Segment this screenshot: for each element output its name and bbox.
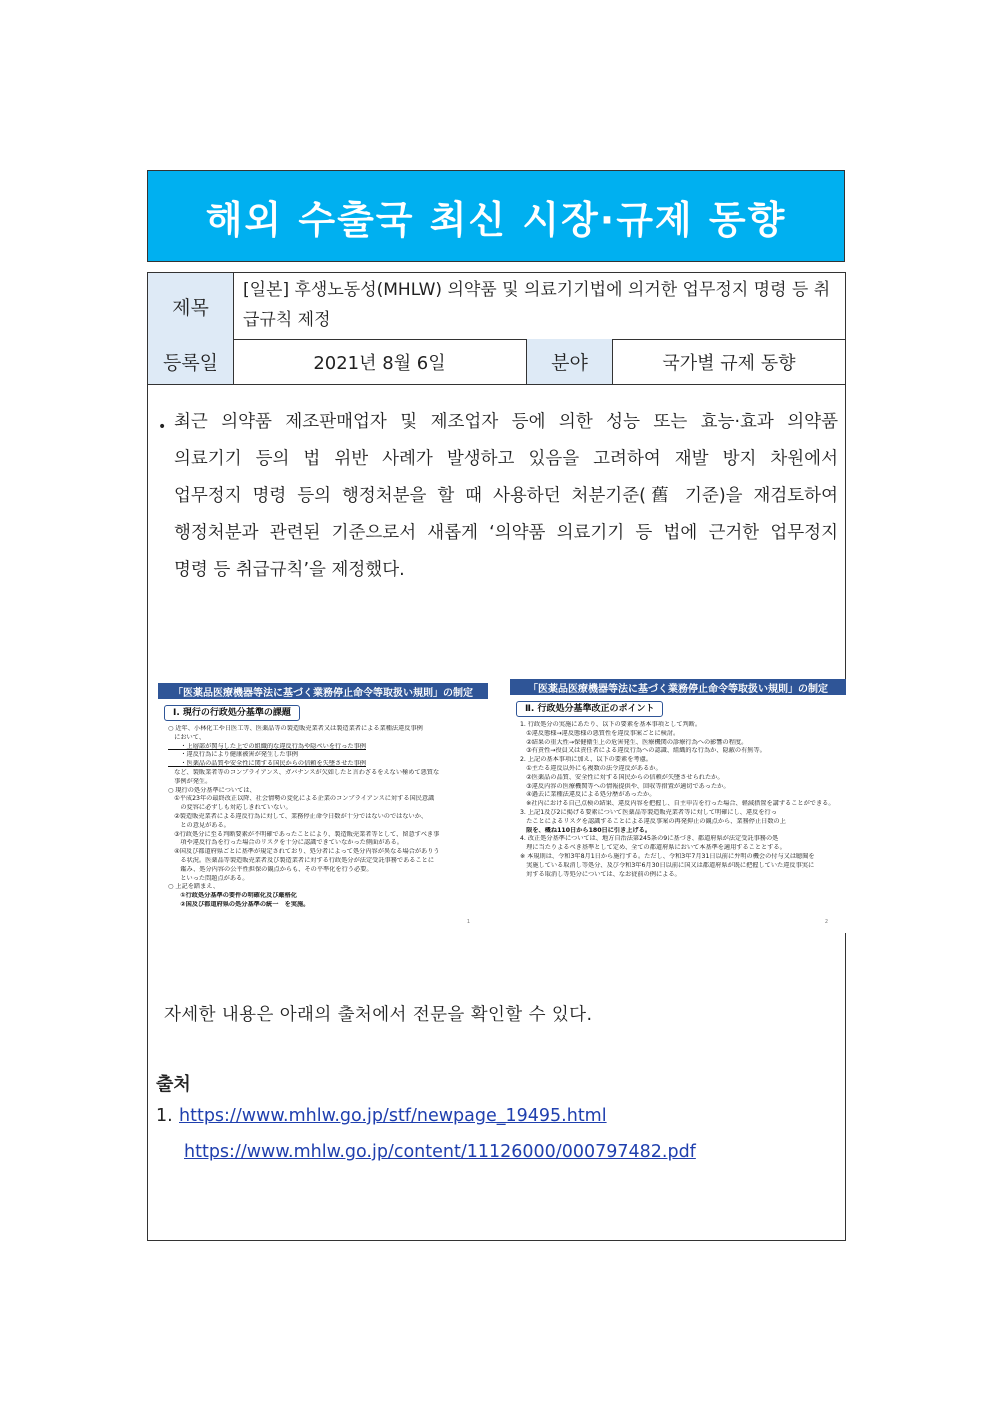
- bullet-mark: •: [158, 419, 167, 435]
- title-label: 제목: [148, 273, 234, 339]
- source-link-2[interactable]: https://www.mhlw.go.jp/content/11126000/000797482.pdf: [184, 1142, 696, 1162]
- slide-line: ②製造販売業者による違反行為に対して、業務停止命令日数が十分ではないのではないか、: [168, 812, 428, 820]
- slide-line: との意見がある。: [168, 821, 230, 829]
- meta-row: [148, 339, 845, 385]
- body-line: 의료기기 등의 법 위반 사례가 발생하고 있음을 고려하여 재발 방지 차원에서: [174, 449, 838, 469]
- slide-body: [520, 721, 838, 879]
- slide-line: ④国及び都道府県ごとに基準が規定されており、処分者によって処分内容が異なる場合がありう: [168, 848, 440, 856]
- date-label: 등록일: [148, 339, 234, 384]
- slide-line: 4. 改正処分基準については、地方自治法第245条の9に基づき、都道府県が法定受託事務の処: [520, 835, 779, 843]
- title-row: [148, 273, 845, 340]
- slide-line: 実施している取消し等処分、及び令和3年6月30日以前に国又は都道府県が既に把握していた違反事実に: [520, 861, 815, 869]
- slide-line: 対する取消し等処分については、なお従前の例による。: [520, 870, 681, 878]
- body-line: 명령 등 취급규칙’을 제정했다.: [174, 560, 405, 580]
- slide-line: ①違反態様→違反態様の悪質性を違反事案ごとに検討。: [520, 729, 680, 737]
- banner-title: 해외 수출국 최신 시장·규제 동향: [205, 197, 787, 242]
- body-line: 행정처분과 관련된 기준으로서 새롭게 ‘의약품 의료기기 등 법에 근거한 업무정지: [174, 523, 838, 543]
- slide-line: 項や違反行為を行った場合のリスクを十分に認識できていなかった側面がある。: [168, 839, 403, 847]
- slide-line: ○ 現行の処分基準については、: [168, 786, 256, 794]
- article-title: [일본] 후생노동성(MHLW) 의약품 및 의료기기법에 의거한 업무정지 명령 등 취급규칙 제정: [243, 280, 831, 330]
- slide-image-1: [158, 683, 488, 933]
- slide-header: 「医薬品医療機器等法に基づく業務停止命令等取扱い規則」の制定: [158, 683, 488, 699]
- date-value: 2021년 8월 6일: [313, 352, 446, 374]
- slide-line: ①行政処分基準の要件の明確化及び厳格化: [168, 892, 297, 900]
- page-banner: [147, 170, 845, 262]
- sources-heading: 출처: [156, 1074, 191, 1095]
- slide-line: る状況。医薬品等製造販売業者及び製造業者に対する行政処分が法定受託事務であることに: [168, 856, 435, 864]
- slide-line: 理に当たりよるべき基準として定め、全ての都道府県において本基準を適用することとする。: [520, 844, 786, 852]
- body-line: 업무정지 명령 등의 행정처분을 할 때 사용하던 처분기준(舊 기준)을 재검토하여: [174, 486, 838, 506]
- slide-image-2: [510, 679, 846, 933]
- slide-body: [168, 725, 480, 910]
- article-frame: [147, 272, 846, 1241]
- field-label: 분야: [527, 339, 613, 384]
- slide-line: 1. 行政処分の実施にあたり、以下の要素を基本事項として判断。: [520, 721, 702, 728]
- slide-line: といった問題点がある。: [168, 874, 249, 882]
- slide-page-number: 2: [824, 919, 828, 925]
- slide-line: ・上層部が関与した上での組織的な違反行為や隠ぺいを行った事例: [168, 742, 366, 750]
- slide-line: ②結果の重大性→保健衛生上の危害発生、医療機関の診療行為への影響の程度。: [520, 738, 748, 746]
- source-link-1[interactable]: https://www.mhlw.go.jp/stf/newpage_19495.html: [179, 1106, 607, 1126]
- slide-line: ③行政処分に至る判断要素が不明確であったことにより、製造販売業者等として、留意すべき事: [168, 830, 440, 838]
- slide-line: の変容に必ずしも対応しきれていない。: [168, 804, 292, 812]
- slide-line: ○ 上記を踏まえ、: [168, 883, 220, 891]
- slide-line: ②国及び都道府県の処分基準の統一 を実施。: [168, 900, 310, 908]
- slide-line: 2. 上記の基本事項に加え、以下の要素を考慮。: [520, 756, 652, 764]
- slide-header: 「医薬品医療機器等法に基づく業務停止命令等取扱い規則」の制定: [510, 679, 846, 695]
- slide-subheader: Ⅰ. 現行の行政処分基準の課題: [164, 705, 300, 721]
- slide-line: ○ 近年、小林化工や日医工等、医薬品等の製造販売業者又は製造業者による業種法違反事例: [168, 725, 423, 732]
- slide-line: ②医薬品の品質、安全性に対する国民からの信頼が失墜させられたか。: [520, 773, 724, 781]
- slide-page-number: 1: [466, 919, 470, 925]
- slide-line: ※ 本規則は、令和3年8月1日から施行する。ただし、令和3年7月31日以前に弁明の機会の付与又は聴聞を: [520, 852, 815, 860]
- body-line: 최근 의약품 제조판매업자 및 제조업자 등에 의한 성능 또는 효능·효과 의약품: [174, 412, 838, 432]
- slide-line: など、製販業者等のコンプライアンス、ガバナンスが欠如したと言わざるをえない極めて悪質な: [168, 768, 440, 776]
- slide-line: において、: [168, 733, 206, 741]
- slide-line: 3. 上記1及び2に掲げる要素について医薬品等製造販売業者等に対して明確にし、違反を行っ: [520, 808, 777, 816]
- slide-line: ④過去に業種法違反による処分歴があったか。: [520, 791, 656, 799]
- closing-text: 자세한 내용은 아래의 출처에서 전문을 확인할 수 있다.: [164, 1005, 593, 1025]
- slide-line: ③有責性→役員又は責任者による違反行為への認識、組織的な行為か、隠蔽の有無等。: [520, 747, 766, 755]
- slide-line: ・違反行為により健康被害が発生した事例: [168, 751, 298, 759]
- slide-subheader: Ⅱ. 行政処分基準改正のポイント: [516, 701, 663, 717]
- field-value: 국가별 규제 동향: [662, 352, 796, 374]
- slide-line: ①主たる違反以外にも複数の法令違反があるか。: [520, 764, 662, 772]
- slide-line: 鑑み、処分内容の公平性担保の観点からも、その平準化を行う必要。: [168, 865, 373, 873]
- slide-line: たことによるリスクを認識することによる違反事案の再発抑止の観点から、業務停止日数の上: [520, 817, 786, 825]
- slide-line: ※社内における自己点検の結果、違反内容を把握し、自主申告を行った場合、軽減措置を講ずることができる。: [520, 800, 835, 808]
- slide-line: 事例が発生。: [168, 777, 212, 785]
- slide-line: ・医薬品の品質や安全性に関する国民からの信頼を失墜させた事例: [168, 760, 366, 768]
- slide-line: ①平成23年の最終改正以降、社会情勢の変化による企業のコンプライアンスに対する国民意識: [168, 795, 435, 803]
- slide-line: 限を、概ね110日から180日に引き上げる。: [520, 826, 652, 834]
- body-paragraph: [174, 404, 838, 589]
- slide-line: ③違反内容の医療機関等への情報提供や、回収等措置が適切であったか。: [520, 782, 730, 790]
- source-number: 1.: [156, 1106, 173, 1126]
